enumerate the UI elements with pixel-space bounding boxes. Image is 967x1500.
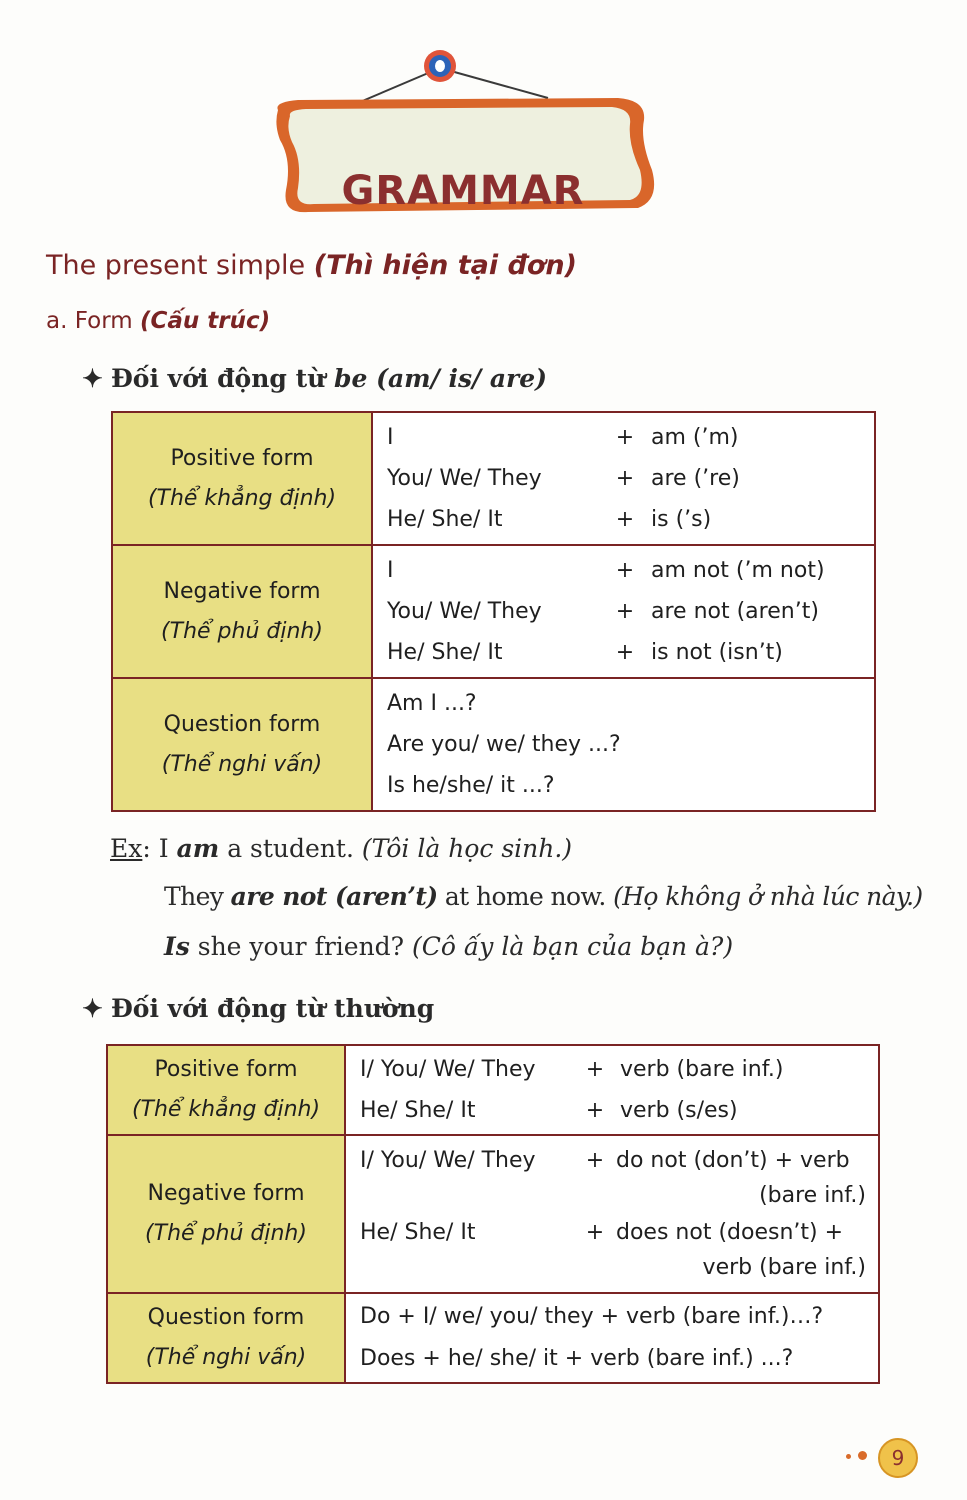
plus-sign: + — [585, 1219, 605, 1245]
negative-body-cell — [372, 545, 875, 678]
row-label-vi: (Thể nghi vấn) — [161, 751, 323, 777]
subject: He/ She/ It — [387, 640, 503, 665]
verb: does not (doesn’t) + — [616, 1219, 844, 1245]
example-pre: I — [158, 834, 169, 863]
form-line — [373, 591, 874, 632]
banner-title: GRAMMAR — [341, 168, 585, 214]
example-colon: : — [142, 834, 151, 863]
table-row — [112, 545, 875, 678]
be-heading-italic: be (am/ is/ are) — [334, 364, 547, 393]
be-heading-text: Đối với động từ — [110, 364, 326, 393]
plus-sign: + — [585, 1057, 605, 1082]
subject: I — [387, 425, 394, 450]
plus-sign: + — [615, 599, 635, 624]
four-point-star-icon: ✦ — [82, 994, 103, 1023]
subject: You/ We/ They — [387, 599, 542, 624]
form-subtitle-en: a. Form — [46, 308, 133, 334]
grammar-banner — [268, 40, 658, 220]
example-post: at home now. — [444, 882, 606, 911]
be-section-heading — [82, 364, 547, 393]
plus-sign: + — [615, 640, 635, 665]
question-line: Does + he/ she/ it + verb (bare inf.) ...? — [360, 1346, 794, 1371]
subject: I/ You/ We/ They — [360, 1147, 536, 1173]
positive-label-cell — [107, 1045, 345, 1135]
row-label: Negative form — [163, 578, 321, 604]
page-number: 9 — [878, 1438, 918, 1478]
subject: You/ We/ They — [387, 466, 542, 491]
verb: am (’m) — [651, 425, 739, 450]
plus-sign: + — [615, 558, 635, 583]
table-row — [107, 1135, 879, 1293]
verb: are not (aren’t) — [651, 599, 819, 624]
example-label: Ex — [110, 834, 143, 863]
question-line: Do + I/ we/ you/ they + verb (bare inf.)…? — [360, 1304, 824, 1329]
positive-label-cell — [112, 412, 372, 545]
row-label: Question form — [163, 711, 321, 737]
form-line — [360, 1142, 866, 1178]
verb-continuation: verb (bare inf.) — [702, 1255, 866, 1280]
verb: are (’re) — [651, 466, 740, 491]
example-translation: (Cô ấy là bạn của bạn à?) — [412, 932, 734, 961]
question-label-cell — [107, 1293, 345, 1383]
form-line — [373, 499, 874, 540]
positive-body-cell — [372, 412, 875, 545]
form-line — [360, 1214, 866, 1250]
be-form-table — [111, 411, 876, 812]
form-line — [373, 417, 874, 458]
example-1 — [110, 834, 572, 863]
plus-sign: + — [585, 1098, 605, 1123]
table-row — [112, 412, 875, 545]
positive-body-cell — [345, 1045, 879, 1135]
plus-sign: + — [615, 507, 635, 532]
row-label-vi: (Thể khẳng định) — [147, 485, 337, 511]
subject: I — [387, 558, 394, 583]
subject: He/ She/ It — [360, 1098, 476, 1123]
example-translation: (Tôi là học sinh.) — [361, 834, 573, 863]
form-line — [373, 550, 874, 591]
negative-lines — [346, 1136, 878, 1292]
lesson-title — [46, 250, 577, 281]
verb: is not (isn’t) — [651, 640, 783, 665]
table-row — [107, 1293, 879, 1383]
example-verb: am — [176, 834, 220, 863]
subject: I/ You/ We/ They — [360, 1057, 536, 1082]
subject: He/ She/ It — [360, 1219, 476, 1245]
table-row — [107, 1045, 879, 1135]
decorative-dot-icon — [846, 1454, 851, 1459]
verb: is (’s) — [651, 507, 712, 532]
example-3 — [164, 932, 733, 961]
row-label: Negative form — [147, 1181, 305, 1206]
row-label: Positive form — [170, 445, 314, 471]
lesson-title-en: The present simple — [46, 250, 306, 281]
example-post: she your friend? — [197, 932, 405, 961]
question-line: Am I ...? — [387, 691, 477, 716]
verb: verb (s/es) — [620, 1098, 738, 1123]
negative-label-cell — [112, 545, 372, 678]
example-pre: They — [164, 882, 224, 911]
plus-sign: + — [615, 425, 635, 450]
row-label: Positive form — [154, 1057, 298, 1082]
question-line: Is he/she/ it ...? — [387, 773, 555, 798]
example-verb: Is — [164, 932, 190, 961]
example-post: a student. — [227, 834, 354, 863]
verb: am not (’m not) — [651, 558, 825, 583]
form-line — [373, 458, 874, 499]
negative-label-cell — [107, 1135, 345, 1293]
verb-continuation: (bare inf.) — [759, 1183, 866, 1208]
row-label-vi: (Thể khẳng định) — [131, 1097, 321, 1122]
form-subtitle — [46, 308, 270, 334]
question-body-cell — [372, 678, 875, 811]
row-label-vi: (Thể nghi vấn) — [145, 1345, 307, 1370]
example-verb: are not (aren’t) — [230, 882, 438, 911]
row-label-vi: (Thể phủ định) — [161, 618, 323, 644]
subject: He/ She/ It — [387, 507, 503, 532]
plus-sign: + — [615, 466, 635, 491]
example-2 — [164, 882, 923, 911]
row-label-vi: (Thể phủ định) — [145, 1221, 307, 1246]
verb: do not (don’t) + verb — [616, 1147, 850, 1173]
form-line — [346, 1049, 878, 1090]
verb-form-table — [106, 1044, 880, 1384]
question-label-cell — [112, 678, 372, 811]
table-row — [112, 678, 875, 811]
form-line — [346, 1090, 878, 1131]
question-line: Are you/ we/ they ...? — [387, 732, 621, 757]
four-point-star-icon: ✦ — [82, 364, 103, 393]
row-label: Question form — [147, 1305, 305, 1330]
plus-sign: + — [585, 1147, 605, 1173]
verb: verb (bare inf.) — [620, 1057, 784, 1082]
lesson-title-vi: (Thì hiện tại đơn) — [313, 250, 577, 281]
form-subtitle-vi: (Cấu trúc) — [139, 308, 271, 334]
negative-body-cell — [345, 1135, 879, 1293]
question-body-cell — [345, 1293, 879, 1383]
form-line — [373, 632, 874, 673]
verb-heading-text: Đối với động từ thường — [110, 994, 435, 1023]
verb-section-heading — [82, 994, 434, 1023]
decorative-dot-icon — [858, 1451, 867, 1460]
example-translation: (Họ không ở nhà lúc này.) — [613, 882, 923, 911]
